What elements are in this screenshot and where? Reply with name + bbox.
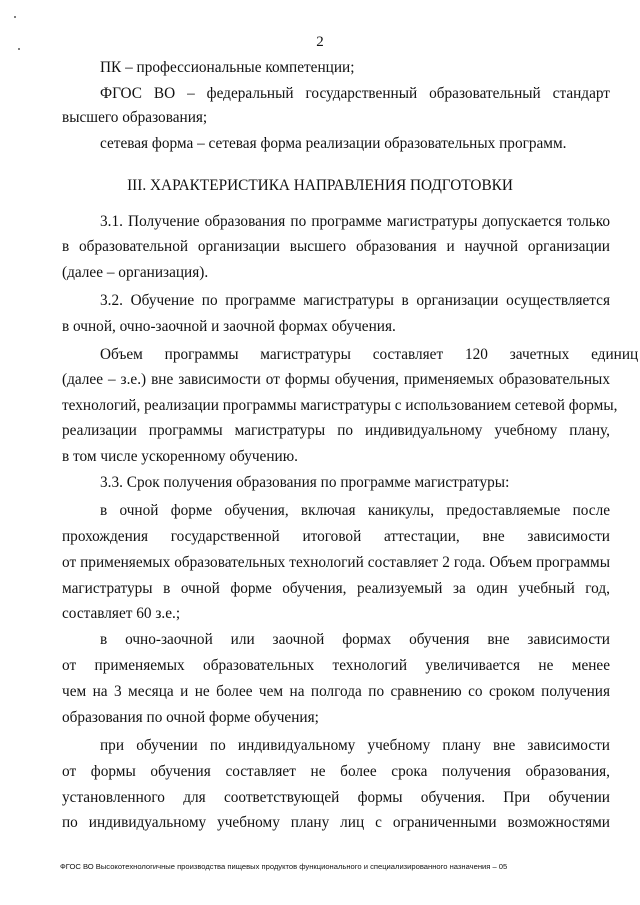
paragraph-volume-line: технологий, реализации программы магистратуры с использованием сетевой формы, [62, 397, 618, 414]
list-item-individual-plan-line: по индивидуальному учебному плану лиц с ограниченными возможностями [62, 814, 610, 831]
list-item-full-time-line: от применяемых образовательных технологий составляет 2 года. Объем программы [62, 554, 610, 571]
paragraph-3-1-line: (далее – организация). [62, 264, 209, 281]
list-item-full-time: в очной форме обучения, включая каникулы, предоставляемые после [100, 502, 610, 519]
page-footer: ФГОС ВО Высокотехнологичные производства пищевых продуктов функционального и специализированного назначения – 05 [60, 862, 508, 871]
paragraph-3-3: 3.3. Срок получения образования по программе магистратуры: [100, 474, 510, 491]
list-item-full-time-line: прохождения государственной итоговой аттестации, вне зависимости [62, 528, 610, 545]
list-item-full-time-line: составляет 60 з.е.; [62, 605, 181, 622]
list-item-full-time-line: магистратуры в очной форме обучения, реализуемый за один учебный год, [62, 580, 610, 597]
definition-network-form: сетевая форма – сетевая форма реализации образовательных программ. [100, 135, 567, 152]
paragraph-3-2-line: в очной, очно-заочной и заочной формах обучения. [62, 318, 396, 335]
list-item-part-time-line: от применяемых образовательных технологий увеличивается не менее [62, 657, 610, 674]
paragraph-volume-line: реализации программы магистратуры по индивидуальному учебному плану, [62, 422, 610, 439]
page-number: 2 [316, 34, 324, 50]
definition-fgos-cont: высшего образования; [62, 109, 208, 126]
paragraph-volume-line: в том числе ускоренному обучению. [62, 448, 298, 465]
paragraph-3-1-line: в образовательной организации высшего образования и научной организации [62, 238, 610, 255]
paragraph-volume: Объем программы магистратуры составляет 120 зачетных единиц [100, 346, 639, 363]
definition-fgos: ФГОС ВО – федеральный государственный образовательный стандарт [100, 85, 610, 102]
scan-speck [14, 16, 16, 18]
list-item-individual-plan: при обучении по индивидуальному учебному плану вне зависимости [100, 737, 610, 754]
paragraph-3-1: 3.1. Получение образования по программе магистратуры допускается только [100, 213, 610, 230]
list-item-part-time: в очно-заочной или заочной формах обучения вне зависимости [100, 631, 610, 648]
list-item-part-time-line: чем на 3 месяца и не более чем на полгода по сравнению со сроком получения [62, 683, 610, 700]
paragraph-volume-line: (далее – з.е.) вне зависимости от формы обучения, применяемых образовательных [62, 371, 610, 388]
paragraph-3-2: 3.2. Обучение по программе магистратуры в организации осуществляется [100, 292, 610, 309]
list-item-individual-plan-line: от формы обучения составляет не более срока получения образования, [62, 763, 610, 780]
list-item-individual-plan-line: установленного для соответствующей формы обучения. При обучении [62, 789, 610, 806]
definition-pk: ПК – профессиональные компетенции; [100, 59, 355, 76]
list-item-part-time-line: образования по очной форме обучения; [62, 709, 319, 726]
section-heading: III. ХАРАКТЕРИСТИКА НАПРАВЛЕНИЯ ПОДГОТОВКИ [127, 177, 513, 194]
